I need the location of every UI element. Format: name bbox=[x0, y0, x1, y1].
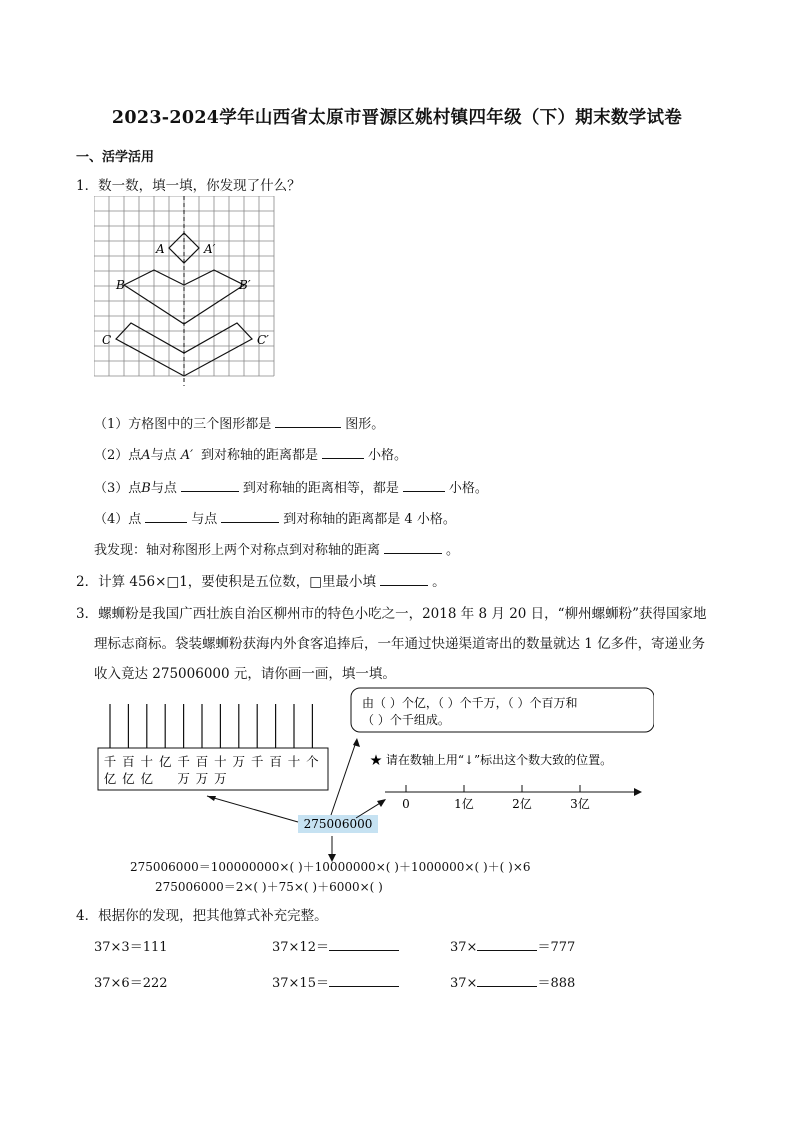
star-note: ★ 请在数轴上用“↓”标出这个数大致的位置。 bbox=[370, 753, 613, 767]
place-label-top: 百 bbox=[122, 754, 135, 769]
number-line-ticks bbox=[402, 785, 590, 811]
bubble-line-1: 由（ ）个亿，（ ）个千万，（ ）个百万和 bbox=[362, 696, 578, 710]
question-3-line1: 3．螺蛳粉是我国广西壮族自治区柳州市的特色小吃之一，2018 年 8 月 20 日，“柳州螺蛳粉”获得国家地 bbox=[76, 606, 707, 622]
answer-blank[interactable] bbox=[477, 937, 537, 951]
q4-r1c1: 37×3＝111 bbox=[94, 940, 168, 955]
bubble-line-2: （ ）个千组成。 bbox=[362, 713, 450, 727]
place-label-bottom: 亿 bbox=[122, 771, 135, 786]
answer-blank[interactable] bbox=[329, 937, 399, 951]
answer-blank[interactable] bbox=[403, 478, 445, 492]
answer-blank[interactable] bbox=[477, 973, 537, 987]
place-label-top: 万 bbox=[232, 754, 246, 769]
label-b-prime: B′ bbox=[239, 278, 251, 292]
number-box-value: 275006000 bbox=[303, 817, 373, 831]
place-value-labels bbox=[104, 754, 319, 786]
place-label-top: 十 bbox=[140, 754, 154, 769]
q4-r2c2: 37×15＝ bbox=[272, 972, 403, 991]
place-label-bottom: 亿 bbox=[103, 771, 117, 786]
answer-blank[interactable] bbox=[221, 509, 279, 523]
place-label-top: 个 bbox=[306, 754, 319, 769]
q1-part3: （3）点B与点 到对称轴的距离相等，都是 小格。 bbox=[94, 477, 488, 496]
answer-blank[interactable] bbox=[145, 509, 187, 523]
question-1-stem: 1．数一数，填一填，你发现了什么？ bbox=[76, 178, 301, 194]
number-line-arrow bbox=[634, 788, 642, 796]
label-a-prime: A′ bbox=[204, 242, 216, 256]
place-label-top: 十 bbox=[214, 754, 227, 769]
place-label-top: 百 bbox=[195, 754, 209, 769]
arrow-to-bubble bbox=[331, 742, 356, 815]
axis-tick-label: 0 bbox=[402, 797, 410, 811]
question-4-stem: 4．根据你的发现，把其他算式补充完整。 bbox=[76, 908, 328, 924]
answer-blank[interactable] bbox=[275, 414, 341, 428]
answer-blank[interactable] bbox=[380, 572, 428, 586]
answer-blank[interactable] bbox=[329, 973, 399, 987]
place-label-top: 十 bbox=[287, 754, 301, 769]
q1-part2: （2）点A与点 A′ 到对称轴的距离都是 小格。 bbox=[94, 444, 407, 463]
label-a: A bbox=[156, 242, 165, 256]
q4-r1c3: 37× ＝777 bbox=[450, 936, 575, 955]
place-label-top: 千 bbox=[177, 754, 190, 769]
arrow-to-table bbox=[207, 796, 298, 822]
axis-tick-label: 3亿 bbox=[570, 797, 590, 811]
counting-rods bbox=[110, 704, 312, 748]
section-heading: 一、活学活用 bbox=[76, 150, 155, 165]
place-label-top: 千 bbox=[103, 754, 117, 769]
place-label-bottom: 亿 bbox=[140, 771, 154, 786]
answer-blank[interactable] bbox=[322, 445, 364, 459]
q4-r1c2: 37×12＝ bbox=[272, 936, 403, 955]
place-label-bottom: 万 bbox=[177, 771, 190, 786]
axis-tick-label: 1亿 bbox=[454, 797, 474, 811]
axis-tick-label: 2亿 bbox=[512, 797, 532, 811]
equation-1: 275006000＝100000000×( )＋10000000×( )＋1000000×( )＋( )×6 bbox=[130, 860, 531, 874]
place-label-bottom: 万 bbox=[195, 771, 209, 786]
equation-2: 275006000＝2×( )＋75×( )＋6000×( ) bbox=[155, 880, 383, 894]
answer-blank[interactable] bbox=[181, 478, 239, 492]
place-label-bottom: 万 bbox=[214, 771, 227, 786]
place-label-top: 千 bbox=[250, 754, 264, 769]
label-b: B bbox=[116, 278, 125, 292]
answer-blank[interactable] bbox=[384, 540, 442, 554]
place-label-top: 百 bbox=[269, 754, 282, 769]
label-c-prime: C′ bbox=[257, 333, 269, 347]
q1-finding: 我发现：轴对称图形上两个对称点到对称轴的距离 。 bbox=[94, 539, 459, 558]
symmetry-grid-figure bbox=[94, 196, 294, 396]
q4-r2c3: 37× ＝888 bbox=[450, 972, 575, 991]
q1-part4: （4）点 与点 到对称轴的距离都是 4 小格。 bbox=[94, 508, 456, 527]
q4-r2c1: 37×6＝222 bbox=[94, 976, 168, 991]
label-c: C bbox=[102, 333, 112, 347]
page-title: 2023-2024学年山西省太原市晋源区姚村镇四年级（下）期末数学试卷 bbox=[111, 108, 683, 128]
question-3-line3: 收入竟达 275006000 元，请你画一画，填一填。 bbox=[94, 666, 396, 682]
place-label-top: 亿 bbox=[158, 754, 172, 769]
question-2: 2．计算 456×□1，要使积是五位数，□里最小填 。 bbox=[76, 574, 446, 590]
question-3-line2: 理标志商标。袋装螺蛳粉获海内外食客追捧后，一年通过快递渠道寄出的数量就达 1 亿多件，寄递业务 bbox=[94, 636, 706, 652]
q1-part1: （1）方格图中的三个图形都是 图形。 bbox=[94, 413, 384, 432]
